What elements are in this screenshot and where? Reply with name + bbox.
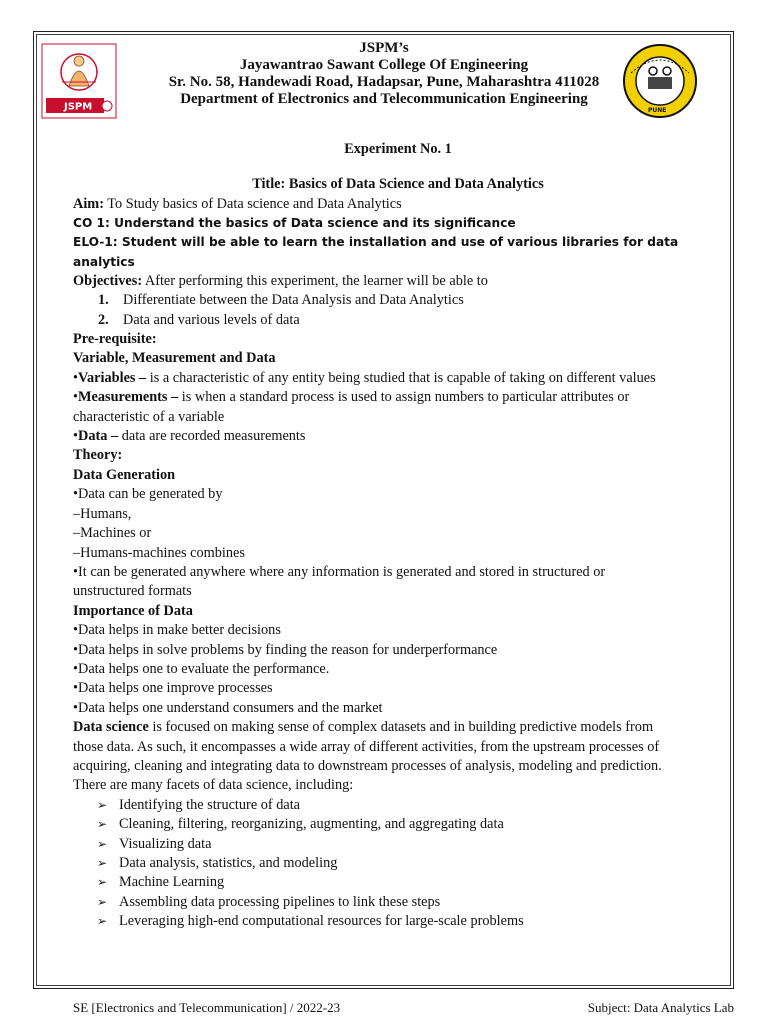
objective-item xyxy=(73,311,723,330)
datagen-line: •Data can be generated by xyxy=(73,486,223,503)
aim-label: Aim: xyxy=(73,195,104,212)
data-generation-heading: Data Generation xyxy=(73,466,176,483)
objectives-line xyxy=(73,272,723,291)
datascience-line-3: acquiring, cleaning and integrating data to downstream processes of analysis, modeling and prediction. xyxy=(73,757,662,774)
measurements-definition xyxy=(73,388,723,407)
objective-number: 2. xyxy=(98,311,109,328)
facet-text: Assembling data processing pipelines to link these steps xyxy=(119,893,441,910)
facet-text: Identifying the structure of data xyxy=(119,796,301,813)
arrow-bullet-icon: ➢ xyxy=(97,836,108,851)
facet-item xyxy=(73,796,723,815)
importance-line: •Data helps one understand consumers and the market xyxy=(73,699,383,716)
objective-text: Differentiate between the Data Analysis and Data Analytics xyxy=(123,292,464,309)
theory-heading: Theory: xyxy=(73,447,123,464)
facet-text: Visualizing data xyxy=(119,835,212,852)
datagen-anywhere-2: unstructured formats xyxy=(73,583,192,600)
course-outcome: CO 1: Understand the basics of Data science and its significance xyxy=(73,216,516,231)
datascience-label: Data science xyxy=(73,719,149,736)
variables-definition xyxy=(73,369,723,388)
facet-item xyxy=(73,912,723,931)
prerequisite-heading: Pre-requisite: xyxy=(73,331,157,348)
vmd-heading: Variable, Measurement and Data xyxy=(73,350,276,367)
arrow-bullet-icon: ➢ xyxy=(97,914,108,929)
experiment-title: Title: Basics of Data Science and Data Analytics xyxy=(252,176,544,193)
elo-line-2: analytics xyxy=(73,254,135,269)
datagen-line: –Humans, xyxy=(73,505,132,522)
bullet: • xyxy=(73,428,79,445)
measurements-label: Measurements – xyxy=(78,389,179,406)
importance-line: •Data helps in make better decisions xyxy=(73,622,281,639)
datascience-line-4: There are many facets of data science, including: xyxy=(73,777,354,794)
facet-text: Leveraging high-end computational resources for large-scale problems xyxy=(119,913,524,930)
importance-line: •Data helps one to evaluate the performance. xyxy=(73,660,330,677)
facet-text: Cleaning, filtering, reorganizing, augmenting, and aggregating data xyxy=(119,816,504,833)
facet-item xyxy=(73,873,723,892)
facet-item xyxy=(73,815,723,834)
objective-text: Data and various levels of data xyxy=(123,311,300,328)
measurements-text: is when a standard process is used to assign numbers to particular attributes or xyxy=(178,389,630,406)
aim-text: To Study basics of Data science and Data Analytics xyxy=(103,195,402,212)
objectives-text: After performing this experiment, the learner will be able to xyxy=(142,272,488,289)
footer-subject: Subject: Data Analytics Lab xyxy=(587,1000,734,1015)
datascience-paragraph xyxy=(73,718,723,737)
elo-line-1: ELO-1: Student will be able to learn the installation and use of various libraries for data xyxy=(73,235,679,250)
footer-class-year: SE [Electronics and Telecommunication] / 2022-23 xyxy=(73,1000,341,1015)
arrow-bullet-icon: ➢ xyxy=(97,856,108,871)
experiment-number: Experiment No. 1 xyxy=(344,141,452,157)
college-address: Sr. No. 58, Handewadi Road, Hadapsar, Pune, Maharashtra 411028 xyxy=(168,74,600,90)
datascience-line-2: those data. As such, it encompasses a wide array of different activities, from the upstream processes of xyxy=(73,738,660,755)
variables-label: Variables – xyxy=(78,369,147,386)
datascience-line-1: is focused on making sense of complex datasets and in building predictive models from xyxy=(148,719,654,736)
facet-text: Data analysis, statistics, and modeling xyxy=(119,855,338,872)
importance-line: •Data helps one improve processes xyxy=(73,680,273,697)
objective-number: 1. xyxy=(98,292,109,309)
college-name: Jayawantrao Sawant College Of Engineering xyxy=(239,57,529,73)
facet-text: Machine Learning xyxy=(119,874,225,891)
arrow-bullet-icon: ➢ xyxy=(97,894,108,909)
arrow-bullet-icon: ➢ xyxy=(97,875,108,890)
data-text: data are recorded measurements xyxy=(118,428,306,445)
document-body xyxy=(73,140,723,932)
facet-item xyxy=(73,893,723,912)
measurements-definition-cont: characteristic of a variable xyxy=(73,408,225,425)
letterhead xyxy=(40,40,728,120)
aim-line xyxy=(73,195,723,214)
importance-line: •Data helps in solve problems by finding the reason for underperformance xyxy=(73,641,498,658)
jspm-logo-text: JSPM xyxy=(64,101,93,113)
objectives-label: Objectives: xyxy=(73,272,143,289)
variables-text: is a characteristic of any entity being studied that is capable of taking on different values xyxy=(146,369,656,386)
datagen-anywhere-1: •It can be generated anywhere where any information is generated and stored in structured or xyxy=(73,563,606,580)
datagen-line: –Humans-machines combines xyxy=(73,544,245,561)
org-name: JSPM’s xyxy=(359,40,409,56)
arrow-bullet-icon: ➢ xyxy=(97,797,108,812)
importance-heading: Importance of Data xyxy=(73,602,193,619)
facet-item xyxy=(73,835,723,854)
bullet: • xyxy=(73,389,79,406)
data-definition xyxy=(73,427,723,446)
datagen-line: –Machines or xyxy=(73,525,152,542)
facet-item xyxy=(73,854,723,873)
college-seal-text: PUNE xyxy=(648,107,667,114)
objective-item xyxy=(73,291,723,310)
bullet: • xyxy=(73,369,79,386)
arrow-bullet-icon: ➢ xyxy=(97,817,108,832)
department-name: Department of Electronics and Telecommunication Engineering xyxy=(180,91,588,107)
data-label: Data – xyxy=(78,428,119,445)
